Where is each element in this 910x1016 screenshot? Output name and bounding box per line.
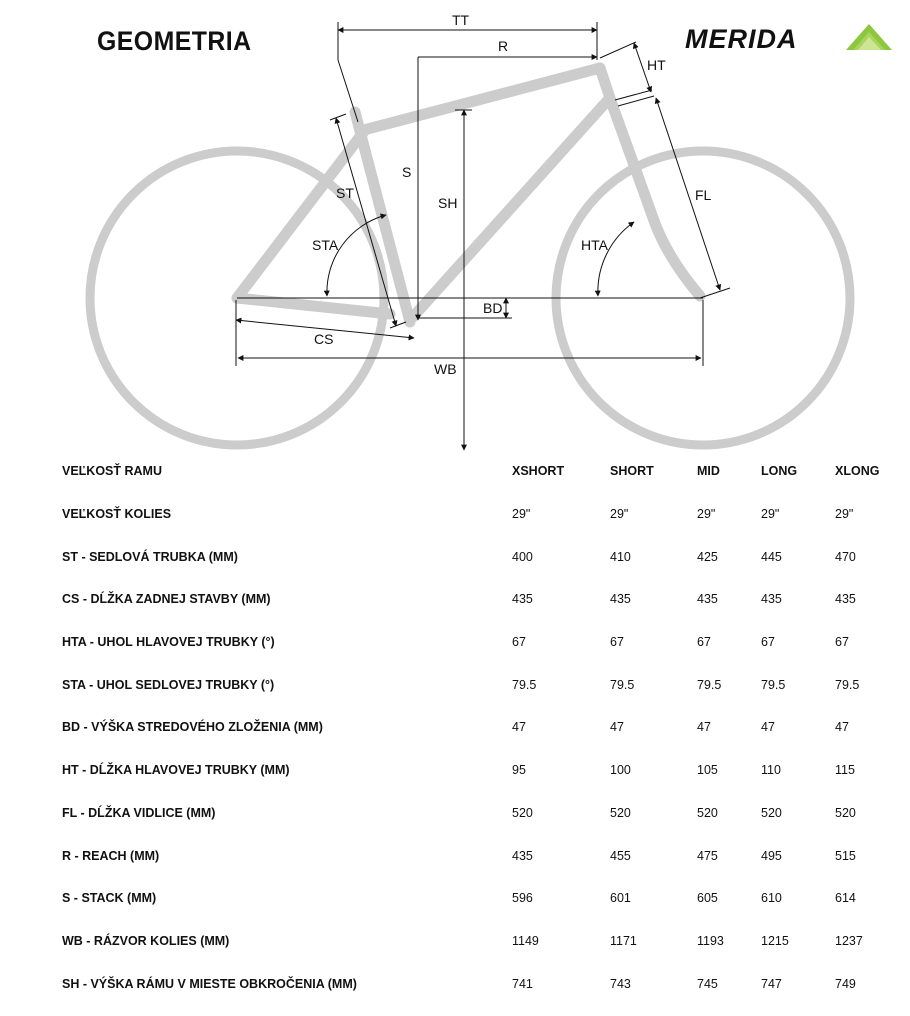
row-label: FL - DĹŽKA VIDLICE (MM) bbox=[62, 805, 216, 820]
row-label: WB - RÁZVOR KOLIES (MM) bbox=[62, 933, 230, 948]
table-cell: 610 bbox=[761, 891, 782, 906]
row-label: ST - SEDLOVÁ TRUBKA (MM) bbox=[62, 549, 238, 564]
table-cell: 67 bbox=[512, 635, 526, 650]
table-cell: 29" bbox=[761, 507, 780, 522]
table-cell: 435 bbox=[835, 592, 856, 607]
row-label: SH - VÝŠKA RÁMU V MIESTE OBKROČENIA (MM) bbox=[62, 976, 357, 991]
table-cell: 67 bbox=[697, 635, 711, 650]
table-cell: 445 bbox=[761, 549, 782, 564]
table-row bbox=[56, 706, 895, 749]
table-cell: 435 bbox=[761, 592, 782, 607]
table-cell: 67 bbox=[835, 635, 849, 650]
table-cell: 596 bbox=[512, 891, 533, 906]
table-cell: 743 bbox=[610, 976, 631, 991]
table-row bbox=[56, 749, 895, 792]
table-row bbox=[56, 962, 895, 1005]
row-label: R - REACH (MM) bbox=[62, 848, 160, 863]
table-cell: 47 bbox=[835, 720, 849, 735]
column-header: XLONG bbox=[835, 464, 880, 479]
table-cell: 435 bbox=[512, 848, 533, 863]
geometry-diagram bbox=[0, 0, 910, 460]
table-cell: 745 bbox=[697, 976, 718, 991]
table-row bbox=[56, 834, 895, 877]
table-cell: 67 bbox=[761, 635, 775, 650]
table-cell: 520 bbox=[761, 805, 782, 820]
column-header: LONG bbox=[761, 464, 798, 479]
table-cell: 520 bbox=[610, 805, 631, 820]
table-cell: 455 bbox=[610, 848, 631, 863]
table-cell: 47 bbox=[610, 720, 624, 735]
table-cell: 29" bbox=[512, 507, 531, 522]
table-cell: 79.5 bbox=[835, 677, 860, 692]
table-cell: 95 bbox=[512, 763, 526, 778]
table-row bbox=[56, 877, 895, 920]
table-cell: 1149 bbox=[512, 933, 539, 948]
column-header: MID bbox=[697, 464, 720, 479]
table-cell: 1193 bbox=[697, 933, 724, 948]
page-title: GEOMETRIA bbox=[97, 26, 252, 56]
table-cell: 67 bbox=[610, 635, 624, 650]
table-row bbox=[56, 578, 895, 621]
table-cell: 29" bbox=[610, 507, 629, 522]
table-cell: 47 bbox=[761, 720, 775, 735]
row-label: VEĽKOSŤ KOLIES bbox=[62, 507, 172, 522]
row-label: BD - VÝŠKA STREDOVÉHO ZLOŽENIA (MM) bbox=[62, 720, 323, 735]
table-cell: 115 bbox=[835, 763, 855, 778]
chain-stay bbox=[237, 298, 390, 314]
bike-frame bbox=[237, 68, 700, 322]
table-cell: 110 bbox=[761, 763, 781, 778]
table-cell: 79.5 bbox=[512, 677, 537, 692]
table-cell: 470 bbox=[835, 549, 856, 564]
table-cell: 747 bbox=[761, 976, 782, 991]
row-label: STA - UHOL SEDLOVEJ TRUBKY (°) bbox=[62, 677, 275, 692]
table-cell: 1215 bbox=[761, 933, 789, 948]
top-tube bbox=[360, 68, 600, 131]
label-sta: STA bbox=[312, 237, 339, 253]
table-cell: 29" bbox=[835, 507, 854, 522]
label-fl: FL bbox=[695, 187, 712, 203]
column-header: SHORT bbox=[610, 464, 654, 479]
label-hta: HTA bbox=[581, 237, 608, 253]
label-s: S bbox=[402, 164, 412, 180]
table-cell: 47 bbox=[512, 720, 526, 735]
table-cell: 105 bbox=[697, 763, 718, 778]
table-cell: 741 bbox=[512, 976, 533, 991]
table-cell: 79.5 bbox=[761, 677, 786, 692]
label-tt: TT bbox=[452, 12, 470, 28]
table-row bbox=[56, 920, 895, 963]
label-cs: CS bbox=[314, 331, 334, 347]
table-cell: 520 bbox=[697, 805, 718, 820]
table-row bbox=[56, 493, 895, 536]
table-row bbox=[56, 663, 895, 706]
table-header-row bbox=[56, 450, 895, 493]
table-cell: 495 bbox=[761, 848, 782, 863]
table-cell: 100 bbox=[610, 763, 631, 778]
label-st: ST bbox=[336, 185, 354, 201]
table-cell: 749 bbox=[835, 976, 856, 991]
table-cell: 515 bbox=[835, 848, 856, 863]
table-cell: 1237 bbox=[835, 933, 863, 948]
table-cell: 475 bbox=[697, 848, 718, 863]
row-label: HT - DĹŽKA HLAVOVEJ TRUBKY (MM) bbox=[62, 763, 290, 778]
table-cell: 425 bbox=[697, 549, 718, 564]
label-r: R bbox=[498, 38, 509, 54]
column-header: XSHORT bbox=[512, 464, 565, 479]
row-label: HTA - UHOL HLAVOVEJ TRUBKY (°) bbox=[62, 635, 275, 650]
row-label: CS - DĹŽKA ZADNEJ STAVBY (MM) bbox=[62, 592, 271, 607]
table-cell: 79.5 bbox=[610, 677, 635, 692]
table-cell: 520 bbox=[835, 805, 856, 820]
table-cell: 435 bbox=[697, 592, 718, 607]
label-bd: BD bbox=[483, 300, 503, 316]
geometry-table bbox=[56, 450, 895, 1005]
table-row bbox=[56, 621, 895, 664]
label-ht: HT bbox=[647, 57, 666, 73]
table-cell: 601 bbox=[610, 891, 631, 906]
label-wb: WB bbox=[434, 361, 457, 377]
table-header-label: VEĽKOSŤ RAMU bbox=[62, 464, 162, 479]
table-cell: 79.5 bbox=[697, 677, 722, 692]
table-cell: 614 bbox=[835, 891, 856, 906]
table-cell: 520 bbox=[512, 805, 533, 820]
table-row bbox=[56, 535, 895, 578]
label-sh: SH bbox=[438, 195, 458, 211]
table-cell: 47 bbox=[697, 720, 711, 735]
table-cell: 1171 bbox=[610, 933, 637, 948]
table-row bbox=[56, 792, 895, 835]
row-label: S - STACK (MM) bbox=[62, 891, 157, 906]
table-cell: 435 bbox=[610, 592, 631, 607]
table-cell: 435 bbox=[512, 592, 533, 607]
table-cell: 400 bbox=[512, 549, 533, 564]
brand-wordmark: MERIDA bbox=[685, 24, 798, 54]
fork bbox=[612, 104, 700, 296]
head-tube bbox=[600, 68, 612, 104]
table-cell: 605 bbox=[697, 891, 718, 906]
table-cell: 410 bbox=[610, 549, 631, 564]
table-cell: 29" bbox=[697, 507, 716, 522]
